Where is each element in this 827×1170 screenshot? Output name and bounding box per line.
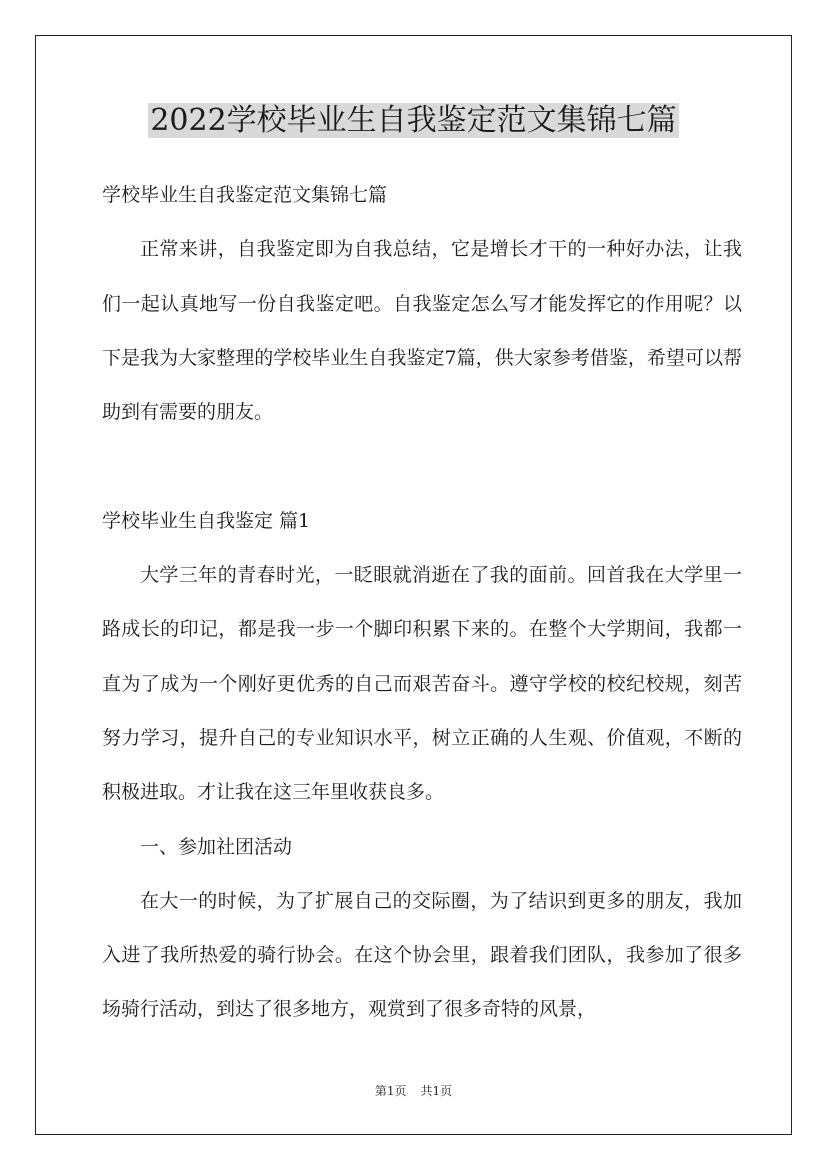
document-subtitle: 学校毕业生自我鉴定范文集锦七篇 xyxy=(102,184,388,206)
document-body xyxy=(102,168,742,1037)
page-number: 第1页 xyxy=(374,1084,407,1098)
page-footer xyxy=(0,1082,827,1099)
section-heading: 学校毕业生自我鉴定 篇1 xyxy=(102,509,311,532)
document-title xyxy=(0,98,827,144)
body-paragraph: 大学三年的青春时光，一眨眼就消逝在了我的面前。回首我在大学里一路成长的印记，都是我一步一个脚印积累下来的。在整个大学期间，我都一直为了成为一个刚好更优秀的自己而艰苦奋斗。遵守学校的校纪校规，刻苦努力学习，提升自己的专业知识水平，树立正确的人生观、价值观，不断的积极进取。才让我在这三年里收获良多。 xyxy=(102,564,742,804)
body-paragraph: 在大一的时候，为了扩展自己的交际圈，为了结识到更多的朋友，我加入进了我所热爱的骑行协会。在这个协会里，跟着我们团队，我参加了很多场骑行活动，到达了很多地方，观赏到了很多奇特的风景， xyxy=(102,889,742,1021)
sub-heading: 一、参加社团活动 xyxy=(140,835,293,858)
intro-paragraph: 正常来讲，自我鉴定即为自我总结，它是增长才干的一种好办法，让我们一起认真地写一份自我鉴定吧。自我鉴定怎么写才能发挥它的作用呢？以下是我为大家整理的学校毕业生自我鉴定7篇，供大家参考借鉴，希望可以帮助到有需要的朋友。 xyxy=(102,238,742,424)
document-title-text: 2022学校毕业生自我鉴定范文集锦七篇 xyxy=(150,103,677,138)
page-total: 共1页 xyxy=(420,1084,453,1098)
paragraph-spacer xyxy=(102,439,742,493)
